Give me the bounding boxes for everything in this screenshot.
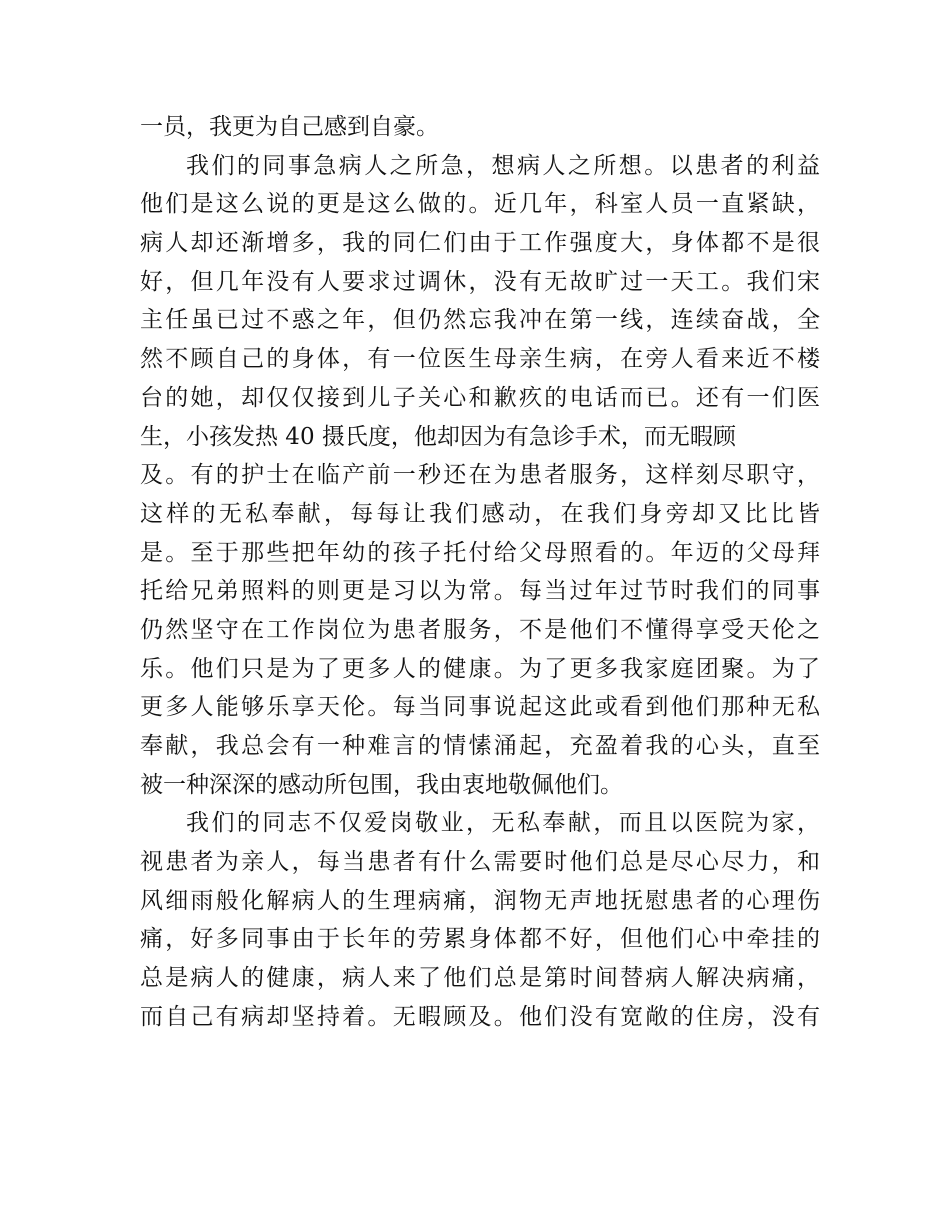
- paragraph-hospital-as-home: [140, 804, 820, 1036]
- text-line: 总是病人的健康，病人来了他们总是第时间替病人解决病痛，: [140, 965, 820, 992]
- text-line: 及。有的护士在临产前一秒还在为患者服务，这样刻尽职守，: [140, 462, 820, 489]
- paragraph-colleagues-dedication: [140, 147, 820, 805]
- text-line: 主任虽已过不惑之年，但仍然忘我冲在第一线，连续奋战，全: [140, 307, 820, 334]
- text-line: 视患者为亲人，每当患者有什么需要时他们总是尽心尽力，和: [140, 849, 820, 876]
- text-line: 而自己有病却坚持着。无暇顾及。他们没有宽敞的住房，没有: [140, 1003, 820, 1030]
- text-line: 生，小孩发热 40 摄氏度，他却因为有急诊手术，而无暇顾: [140, 423, 736, 450]
- text-line: 好，但几年没有人要求过调休，没有无故旷过一天工。我们宋: [140, 268, 820, 295]
- text-line: 更多人能够乐享天伦。每当同事说起这此或看到他们那种无私: [140, 694, 820, 721]
- text-line: 托给兄弟照料的则更是习以为常。每当过年过节时我们的同事: [140, 578, 820, 605]
- text-line: 被一种深深的感动所包围，我由衷地敬佩他们。: [140, 771, 623, 798]
- text-line: 他们是这么说的更是这么做的。近几年，科室人员一直紧缺，: [140, 191, 820, 218]
- text-line: 一员，我更为自己感到自豪。: [140, 114, 439, 140]
- text-line: 乐。他们只是为了更多人的健康。为了更多我家庭团聚。为了: [140, 655, 820, 682]
- text-line: 我们的同事急病人之所急，想病人之所想。以患者的利益: [186, 152, 820, 179]
- text-line: 这样的无私奉献，每每让我们感动，在我们身旁却又比比皆: [140, 500, 820, 527]
- text-line: 病人却还渐增多，我的同仁们由于工作强度大，身体都不是很: [140, 230, 820, 257]
- text-line: 我们的同志不仅爱岗敬业，无私奉献，而且以医院为家，: [186, 810, 820, 837]
- text-line: 痛，好多同事由于长年的劳累身体都不好，但他们心中牵挂的: [140, 926, 820, 953]
- text-line: 奉献，我总会有一种难言的情愫涌起，充盈着我的心头，直至: [140, 733, 820, 759]
- text-line: 然不顾自己的身体，有一位医生母亲生病，在旁人看来近不楼: [140, 346, 820, 373]
- text-line: 台的她，却仅仅接到儿子关心和歉疚的电话而已。还有一们医: [140, 384, 820, 411]
- text-line: 是。至于那些把年幼的孩子托付给父母照看的。年迈的父母拜: [140, 539, 820, 566]
- paragraph-continuation: [140, 108, 820, 147]
- text-line: 仍然坚守在工作岗位为患者服务，不是他们不懂得享受天伦之: [140, 616, 820, 643]
- body-text: [140, 108, 820, 1037]
- text-line: 风细雨般化解病人的生理病痛，润物无声地抚慰患者的心理伤: [140, 887, 820, 914]
